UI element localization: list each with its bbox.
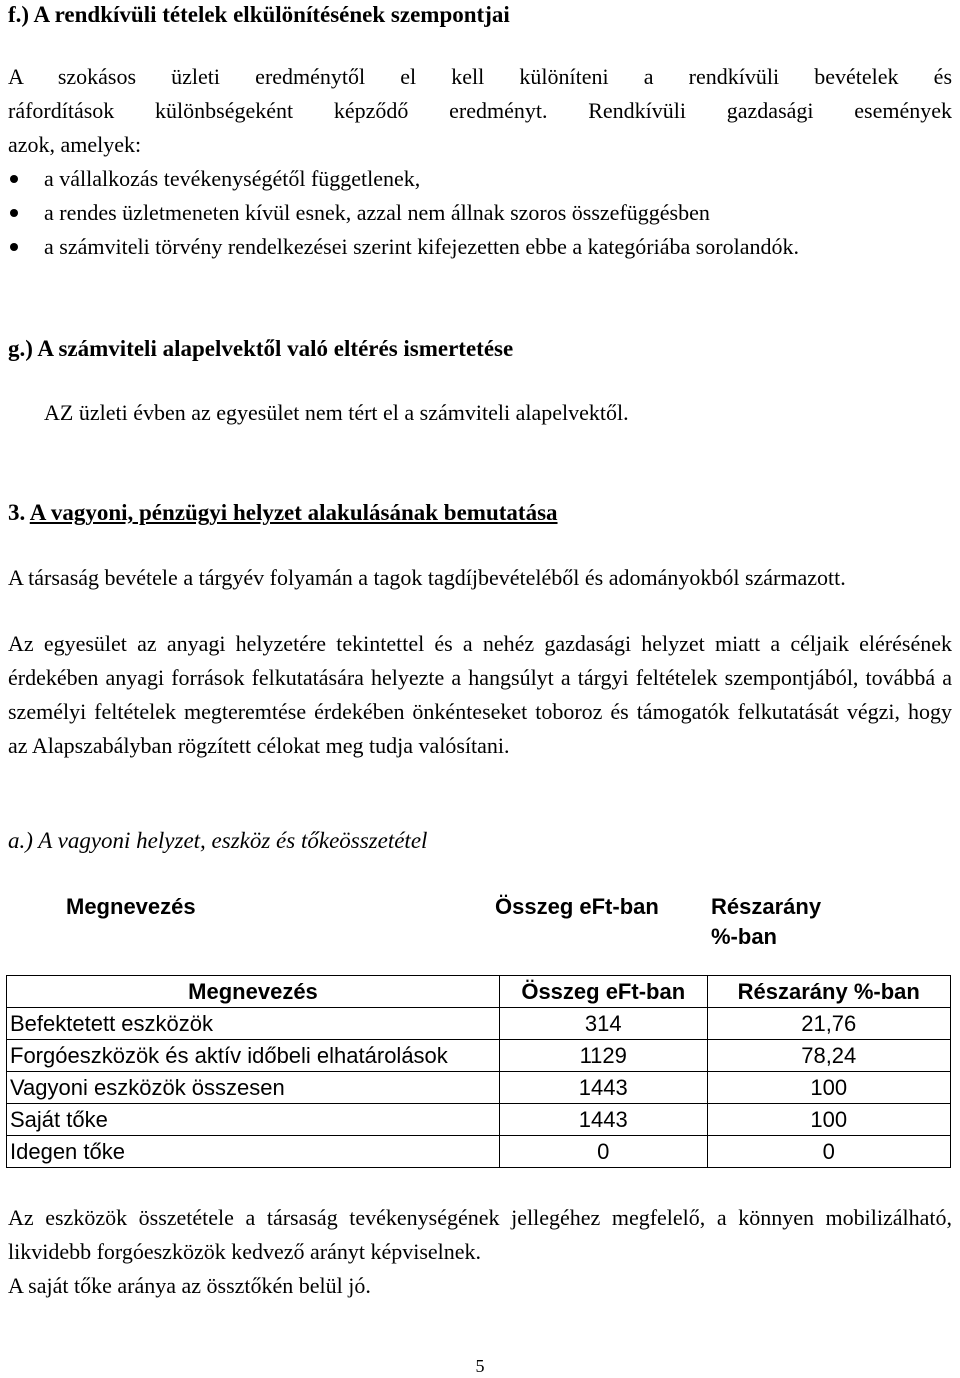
balance-table (6, 975, 951, 1168)
list-item: a vállalkozás tevékenységétől függetlenek, (8, 162, 952, 196)
section-g-heading: g.) A számviteli alapelvektől való eltérés ismertetése (8, 336, 514, 361)
section-f-bullet-list (8, 162, 952, 264)
section-3-paragraph-1: A társaság bevétele a tárgyév folyamán a tagok tagdíjbevételéből és adományokból származott. (8, 565, 846, 590)
bullet-icon (10, 243, 18, 251)
table-row (7, 1104, 951, 1136)
table-header-row (7, 976, 951, 1008)
section-3-number: 3. (8, 500, 26, 525)
row-amount: 0 (499, 1136, 707, 1168)
row-amount: 314 (499, 1008, 707, 1040)
loose-header-share: Részarány %-ban (711, 894, 822, 949)
table-row (7, 1072, 951, 1104)
bullet-icon (10, 175, 18, 183)
table-row (7, 1040, 951, 1072)
subsection-a-heading: a.) A vagyoni helyzet, eszköz és tőkeösszetétel (8, 828, 428, 853)
section-3-paragraph-2: Az egyesület az anyagi helyzetére tekintettel és a nehéz gazdasági helyzet miatt a céljaik elérésének érdekében anyagi források felkutatására helyezte a hangsúlyt a tárgyi feltételek szempontjából, továbbá a személyi feltételek megteremtése érdekében önkénteseket toboroz és támogatók felkutatását végzi, hogy az Alapszabályban rögzített célokat meg tudja valósítani. (8, 631, 952, 758)
section-3-title: A vagyoni, pénzügyi helyzet alakulásának bemutatása (29, 500, 558, 525)
list-item: a rendes üzletmeneten kívül esnek, azzal nem állnak szoros összefüggésben (8, 196, 952, 230)
row-share: 100 (707, 1072, 951, 1104)
loose-header-amount: Összeg eFt-ban (495, 894, 659, 919)
table-row (7, 1136, 951, 1168)
table-header-amount: Összeg eFt-ban (499, 976, 707, 1008)
section-f-heading: f.) A rendkívüli tételek elkülönítésének szempontjai (8, 2, 510, 27)
list-item: a számviteli törvény rendelkezései szerint kifejezetten ebbe a kategóriába sorolandók. (8, 230, 952, 264)
closing-paragraph-2: A saját tőke aránya az össztőkén belül jó. (8, 1273, 371, 1298)
row-name: Forgóeszközök és aktív időbeli elhatárolások (7, 1040, 500, 1072)
section-f-line-1: A szokásos üzleti eredménytől el kell különíteni a rendkívüli bevételek és (8, 64, 952, 89)
section-f-line-3: azok, amelyek: (8, 132, 142, 157)
table-row (7, 1008, 951, 1040)
row-share: 100 (707, 1104, 951, 1136)
section-f-paragraph (8, 60, 952, 162)
row-share: 21,76 (707, 1008, 951, 1040)
page-number: 5 (475, 1356, 485, 1376)
section-g-text: AZ üzleti évben az egyesület nem tért el a számviteli alapelvektől. (44, 400, 629, 425)
row-name: Vagyoni eszközök összesen (7, 1072, 500, 1104)
section-f-line-2: ráfordítások különbségeként képződő eredményt. Rendkívüli gazdasági események (8, 98, 952, 123)
table-header-share: Részarány %-ban (707, 976, 951, 1008)
row-share: 78,24 (707, 1040, 951, 1072)
bullet-icon (10, 209, 18, 217)
closing-paragraph-1: Az eszközök összetétele a társaság tevékenységének jellegéhez megfelelő, a könnyen mobilizálható, likvidebb forgóeszközök kedvező arányt képviselnek. (8, 1205, 952, 1264)
section-3-heading (8, 498, 558, 528)
table-header-name: Megnevezés (7, 976, 500, 1008)
row-name: Befektetett eszközök (7, 1008, 500, 1040)
row-name: Idegen tőke (7, 1136, 500, 1168)
row-amount: 1129 (499, 1040, 707, 1072)
row-amount: 1443 (499, 1104, 707, 1136)
loose-header-name: Megnevezés (66, 894, 196, 919)
row-amount: 1443 (499, 1072, 707, 1104)
row-name: Saját tőke (7, 1104, 500, 1136)
row-share: 0 (707, 1136, 951, 1168)
